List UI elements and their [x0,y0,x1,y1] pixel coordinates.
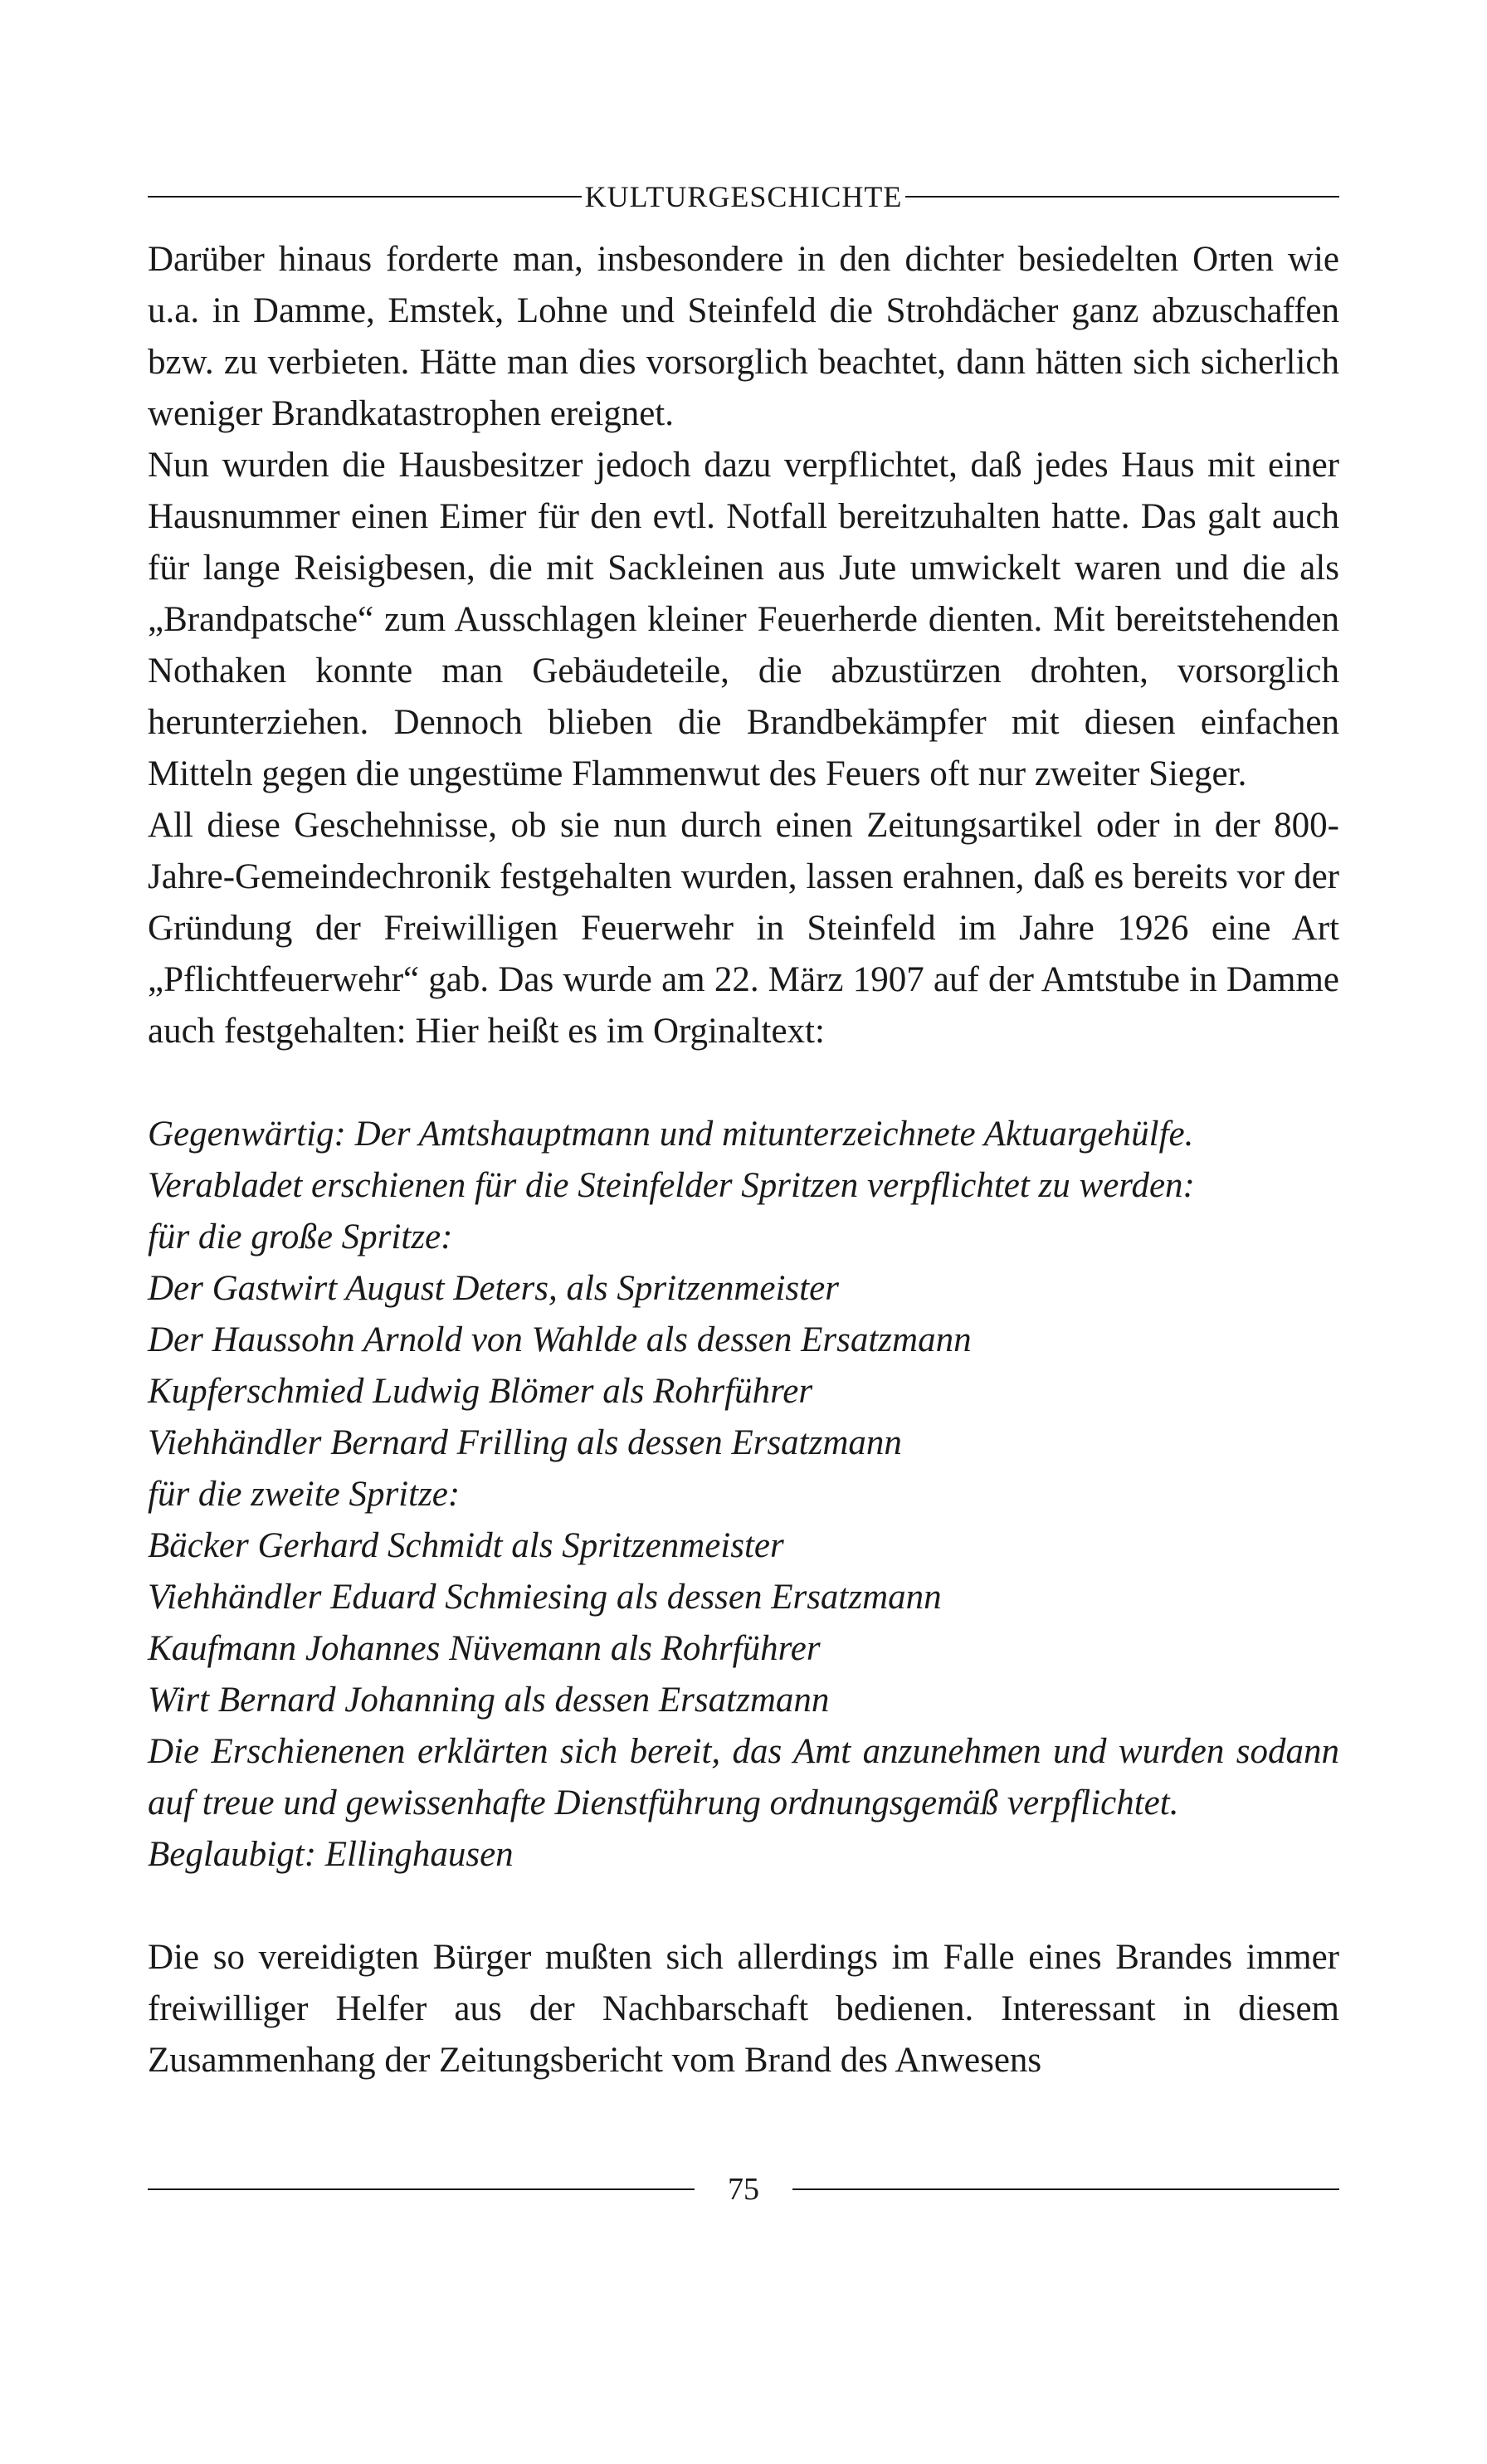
quote-closing: Die Erschienenen erklärten sich bereit, das Amt anzunehmen und wurden sodann auf treue und gewissenhafte Dienstführung ordnungsgemäß verpflichtet. [148,1732,1339,1822]
paragraph-1: Darüber hinaus forderte man, insbesondere in den dichter besiedelten Orten wie u.a. in Damme, Emstek, Lohne und Steinfeld die Strohdächer ganz abzuschaffen bzw. zu verbieten. Hätte man dies vorsorglich beachtet, dann hätten sich sicherlich weniger Brandkatastrophen ereignet. [148,240,1339,433]
header-rule-left [148,196,582,198]
running-header [148,176,1339,217]
quote-line: Bäcker Gerhard Schmidt als Spritzenmeister [148,1526,784,1565]
quote-line: Verabladet erschienen für die Steinfelder Spritzen verpflichtet zu werden: [148,1166,1195,1205]
footer-rule-right [792,2188,1339,2190]
quote-line: Der Haussohn Arnold von Wahlde als dessen Ersatzmann [148,1320,972,1359]
quote-signature: Beglaubigt: Ellinghausen [148,1835,514,1874]
quote-line: Viehhändler Eduard Schmiesing als dessen Ersatzmann [148,1578,942,1617]
quote-line: für die zweite Spritze: [148,1475,461,1514]
page-footer [148,2166,1339,2213]
paragraph-4: Die so vereidigten Bürger mußten sich allerdings im Falle eines Brandes immer freiwilliger Helfer aus der Nachbarschaft bedienen. Interessant in diesem Zusammenhang der Zeitungsbericht vom Brand des Anwesens [148,1938,1339,2080]
header-rule-right [905,196,1339,198]
quote-line: Gegenwärtig: Der Amtshauptmann und mitunterzeichnete Aktuargehülfe. [148,1115,1194,1154]
quote-line: für die große Spritze: [148,1217,453,1256]
paragraph-2: Nun wurden die Hausbesitzer jedoch dazu verpflichtet, daß jedes Haus mit einer Hausnummer einen Eimer für den evtl. Notfall bereitzuhalten hatte. Das galt auch für lange Reisigbesen, die mit Sackleinen aus Jute umwickelt waren und die als „Brandpatsche“ zum Ausschlagen kleiner Feuerherde dienten. Mit bereitstehenden Nothaken konnte man Gebäudeteile, die abzustürzen drohten, vorsorglich herunterziehen. Dennoch blieben die Brandbekämpfer mit diesen einfachen Mitteln gegen die ungestüme Flammenwut des Feuers oft nur zweiter Sieger. [148,446,1339,793]
spacer [148,1881,1339,1932]
quote-line: Viehhändler Bernard Frilling als dessen Ersatzmann [148,1423,902,1462]
quote-line: Kaufmann Johannes Nüvemann als Rohrführer [148,1629,821,1668]
page-number: 75 [728,2172,759,2207]
footer-rule-left [148,2188,695,2190]
original-text-quote [148,1109,1339,1881]
section-title: KULTURGESCHICHTE [584,180,903,213]
spacer [148,1057,1339,1109]
quote-line: Kupferschmied Ludwig Blömer als Rohrführer [148,1372,813,1411]
quote-line: Der Gastwirt August Deters, als Spritzenmeister [148,1269,839,1308]
quote-line: Wirt Bernard Johanning als dessen Ersatzmann [148,1681,830,1720]
page-body [148,234,1339,2086]
paragraph-3: All diese Geschehnisse, ob sie nun durch einen Zeitungsartikel oder in der 800-Jahre-Gemeindechronik festgehalten wurden, lassen erahnen, daß es bereits vor der Gründung der Freiwilligen Feuerwehr in Steinfeld im Jahre 1926 eine Art „Pflichtfeuerwehr“ gab. Das wurde am 22. März 1907 auf der Amtstube in Damme auch festgehalten: Hier heißt es im Orginaltext: [148,806,1339,1051]
